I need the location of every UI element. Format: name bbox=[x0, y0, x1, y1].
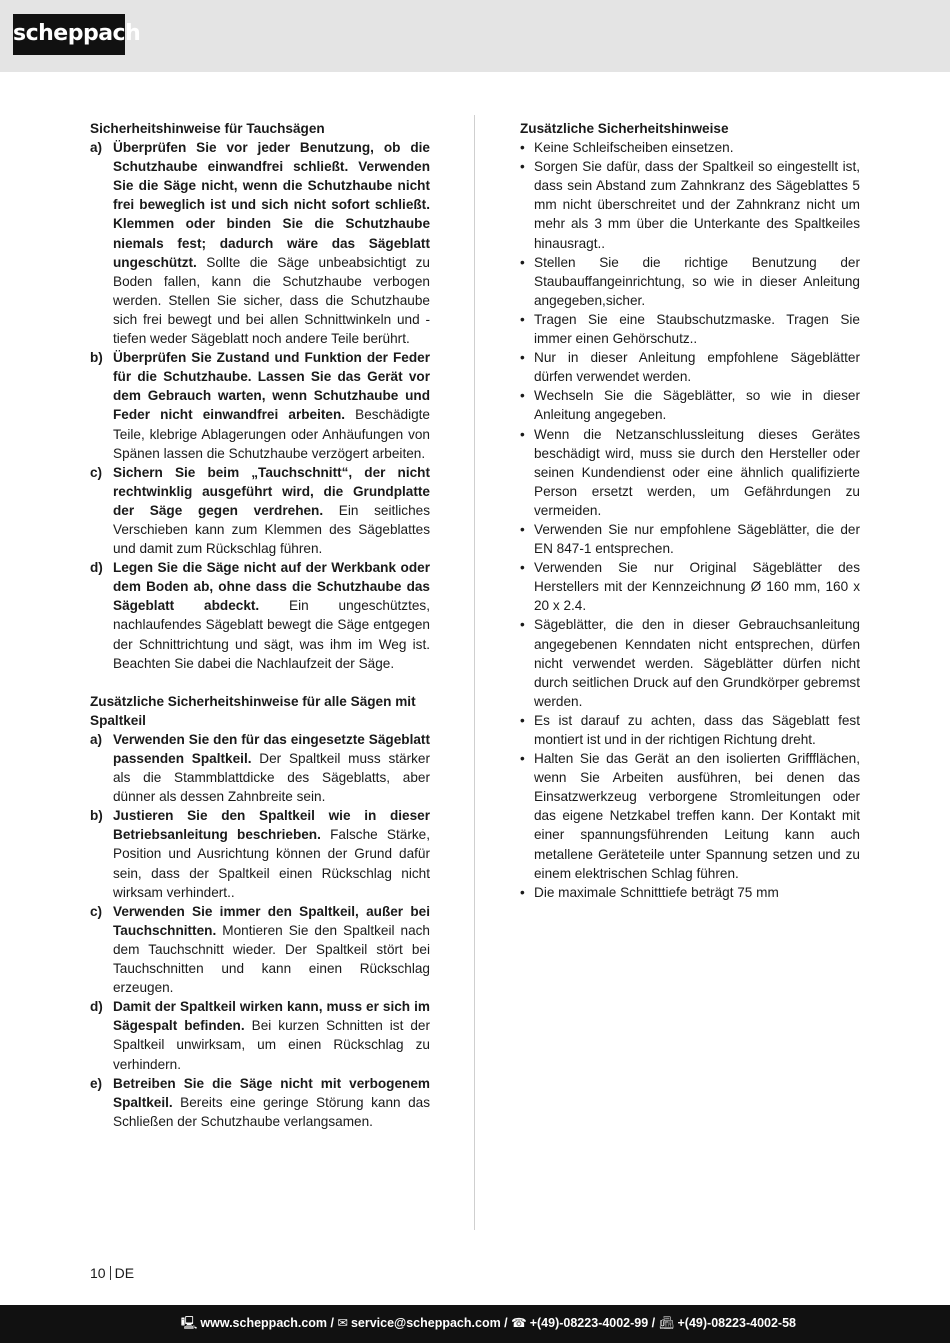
phone-icon: ☎︎ bbox=[511, 1316, 527, 1330]
bullet-icon: • bbox=[520, 350, 525, 366]
list-item bbox=[90, 997, 430, 1073]
bullet-icon: • bbox=[520, 560, 525, 576]
item-bold-text: Überprüfen Sie vor jeder Benutzung, ob die Schutzhaube einwandfrei schließt. Verwenden Sie die Säge nicht, wenn die Schutzhaube nicht frei beweglich ist und sich nicht sofort schließt. Klemmen oder binden Sie die Schutzhaube niemals fest; dadurch wäre das Sägeblatt ungeschützt. bbox=[113, 140, 430, 270]
list-item bbox=[90, 1074, 430, 1131]
item-label: a) bbox=[90, 731, 103, 747]
bullet-text: Nur in dieser Anleitung empfohlene Sägeblätter dürfen verwendet werden. bbox=[534, 350, 860, 385]
item-normal-text: Montieren Sie den Spaltkeil nach dem Tauchschnitt wieder. Der Spaltkeil stört bei Tauchschnitten und kann einen Rückschlag erzeugen. bbox=[113, 922, 430, 996]
bullet-icon: • bbox=[520, 159, 525, 175]
item-normal-text: Ein ungeschütztes, nachlaufendes Sägeblatt bewegt die Säge entgegen der Schnittrichtung und sägt, was ihm im Weg ist. Beachten Sie dabei die Nachlaufzeit der Säge. bbox=[113, 598, 430, 671]
bullet-item bbox=[520, 386, 860, 424]
bullet-icon: • bbox=[520, 254, 525, 270]
list-item bbox=[90, 730, 430, 806]
bullet-text: Halten Sie das Gerät an den isolierten Griffflächen, wenn Sie Arbeiten ausführen, bei denen das Einsatzwerkzeug verborgene Stromleitungen oder das eigene Netzkabel treffen kann. Der Kontakt mit einer spannungsführenden Leitung kann auch metallene Geräteteile unter Spannung setzen und zu einem elektrischen Schlag führen. bbox=[534, 751, 860, 881]
item-text bbox=[113, 997, 430, 1073]
bullet-item bbox=[520, 138, 860, 157]
bullet-icon: • bbox=[520, 426, 525, 442]
bullet-item bbox=[520, 520, 860, 558]
page-number-divider bbox=[110, 1266, 111, 1280]
bullet-icon: • bbox=[520, 884, 525, 900]
mail-icon: ✉︎ bbox=[337, 1316, 348, 1330]
bullet-item bbox=[520, 253, 860, 310]
item-text bbox=[113, 348, 430, 463]
list-item bbox=[90, 806, 430, 901]
item-text bbox=[113, 730, 430, 806]
bullet-icon: • bbox=[520, 712, 525, 728]
bullet-item bbox=[520, 157, 860, 252]
item-normal-text: Bei kurzen Schnitten ist der Spaltkeil unwirksam, um einen Rückschlag zu verhindern. bbox=[113, 1018, 430, 1072]
footer-phone: +(49)-08223-4002-99 bbox=[529, 1316, 649, 1330]
bullet-item bbox=[520, 883, 860, 902]
item-normal-text: Der Spaltkeil muss stärker als die Stammblattdicke des Sägeblatts, aber dünner als dessen Zahnbreite sein. bbox=[113, 751, 430, 805]
list-item bbox=[90, 902, 430, 997]
item-bold-text: Legen Sie die Säge nicht auf der Werkbank oder dem Boden ab, ohne dass die Schutzhaube das Sägeblatt abdeckt. bbox=[113, 560, 430, 614]
item-text bbox=[113, 806, 430, 901]
item-bold-text: Verwenden Sie immer den Spaltkeil, außer bei Tauchschnitten. bbox=[113, 903, 430, 938]
bullet-text: Verwenden Sie nur empfohlene Sägeblätter, die der EN 847-1 entsprechen. bbox=[534, 521, 860, 557]
bullet-text: Keine Schleifscheiben einsetzen. bbox=[534, 140, 734, 156]
bullet-icon: • bbox=[520, 521, 525, 537]
item-label: c) bbox=[90, 903, 103, 919]
section-heading: Zusätzliche Sicherheitshinweise bbox=[520, 121, 729, 136]
bullet-text: Die maximale Schnitttiefe beträgt 75 mm bbox=[534, 884, 779, 900]
bullet-icon: • bbox=[520, 751, 525, 767]
bullet-text: Wenn die Netzanschlussleitung dieses Gerätes beschädigt wird, muss sie durch den Hersteller oder seinen Kundendienst oder eine ähnlich qualifizierte Person ersetzt werden, um Gefährdungen zu vermeiden. bbox=[534, 426, 860, 518]
footer-fax: +(49)-08223-4002-58 bbox=[677, 1316, 796, 1330]
bullet-icon: • bbox=[520, 140, 525, 156]
item-label: d) bbox=[90, 560, 103, 576]
page-language: DE bbox=[114, 1265, 135, 1281]
footer-website-link[interactable]: www.scheppach.com bbox=[200, 1316, 328, 1330]
list-item bbox=[90, 558, 430, 673]
page-footer bbox=[0, 1305, 950, 1343]
item-text bbox=[113, 463, 430, 558]
bullet-text: Sorgen Sie dafür, dass der Spaltkeil so eingestellt ist, dass sein Abstand zum Zahnkranz des Sägeblattes 5 mm nicht überschreitet und der Zahnkranz nicht um mehr als 3 mm über die Unterkante des Spaltkeiles hinausragt.. bbox=[534, 159, 860, 251]
bullet-item bbox=[520, 711, 860, 749]
bullet-item bbox=[520, 749, 860, 883]
computer-icon: 🖳︎ bbox=[180, 1316, 198, 1330]
bullet-text: Stellen Sie die richtige Benutzung der Staubauffangeinrichtung, so wie in dieser Anleitung angegeben,sicher. bbox=[534, 254, 860, 308]
item-bold-text: Sichern Sie beim „Tauchschnitt“, der nicht rechtwinklig ausgeführt wird, die Grundplatte der Säge gegen verdrehen. bbox=[113, 464, 430, 518]
fax-icon: 📠︎ bbox=[658, 1316, 675, 1330]
item-label: b) bbox=[90, 808, 103, 824]
footer-separator: / bbox=[648, 1316, 659, 1330]
page-number bbox=[90, 1265, 134, 1281]
item-label: b) bbox=[90, 350, 103, 366]
page-number-value: 10 bbox=[90, 1265, 106, 1281]
page-header bbox=[0, 0, 950, 72]
item-label: d) bbox=[90, 999, 103, 1015]
list-item bbox=[90, 348, 430, 463]
bullet-text: Verwenden Sie nur Original Sägeblätter des Herstellers mit der Kennzeichnung Ø 160 mm, 160 x 20 x 2.4. bbox=[534, 560, 860, 614]
item-label: e) bbox=[90, 1075, 103, 1091]
list-item bbox=[90, 463, 430, 558]
footer-separator: / bbox=[500, 1316, 512, 1330]
bullet-item bbox=[520, 615, 860, 710]
item-normal-text: Bereits eine geringe Störung kann das Schließen der Schutzhaube verlangsamen. bbox=[113, 1094, 430, 1129]
bullet-item bbox=[520, 348, 860, 386]
bullet-icon: • bbox=[520, 311, 525, 327]
bullet-text: Es ist darauf zu achten, dass das Sägeblatt fest montiert ist und in der richtigen Richtung dreht. bbox=[534, 712, 860, 747]
item-text bbox=[113, 1074, 430, 1131]
item-bold-text: Betreiben Sie die Säge nicht mit verbogenem Spaltkeil. bbox=[113, 1075, 430, 1110]
left-column bbox=[90, 119, 430, 1131]
bullet-item bbox=[520, 310, 860, 348]
column-divider bbox=[474, 115, 475, 1230]
item-text bbox=[113, 902, 430, 997]
bullet-icon: • bbox=[520, 617, 525, 633]
item-normal-text: Sollte die Säge unbeabsichtigt zu Boden fallen, kann die Schutzhaube verbogen werden. Stellen Sie sicher, dass die Schutzhaube sich frei bewegt und bei allen Schnittwinkeln und -tiefen weder Sägeblatt noch andere Teile berührt. bbox=[113, 254, 430, 347]
bullet-item bbox=[520, 425, 860, 520]
list-item bbox=[90, 138, 430, 348]
bullet-text: Wechseln Sie die Sägeblätter, so wie in dieser Anleitung angegeben. bbox=[534, 388, 860, 423]
bullet-text: Sägeblätter, die den in dieser Gebrauchsanleitung angegebenen Kenndaten nicht entsprechen, dürfen nicht verwendet werden. Sägeblätter dürfen nicht durch seitlichen Druck auf den Grundkörper gebremst werden. bbox=[534, 617, 860, 709]
section-spacer bbox=[90, 673, 430, 692]
section-heading: Sicherheitshinweise für Tauchsägen bbox=[90, 121, 325, 136]
bullet-item bbox=[520, 558, 860, 615]
bullet-text: Tragen Sie eine Staubschutzmaske. Tragen Sie immer einen Gehörschutz.. bbox=[534, 311, 860, 347]
item-bold-text: Justieren Sie den Spaltkeil wie in dieser Betriebsanleitung beschrieben. bbox=[113, 808, 430, 843]
item-text bbox=[113, 558, 430, 673]
right-column bbox=[520, 119, 860, 902]
item-label: c) bbox=[90, 464, 103, 480]
item-bold-text: Überprüfen Sie Zustand und Funktion der Feder für die Schutzhaube. Lassen Sie das Gerät vor dem Gebrauch warten, wenn Schutzhaube und Feder nicht einwandfrei arbeiten. bbox=[113, 350, 430, 423]
item-normal-text: Beschädigte Teile, klebrige Ablagerungen oder Anhäufungen von Spänen lassen die Schutzhaube verzögert arbeiten. bbox=[113, 407, 430, 461]
item-bold-text: Damit der Spaltkeil wirken kann, muss er sich im Sägespalt befinden. bbox=[113, 999, 430, 1034]
section-heading: Zusätzliche Sicherheitshinweise für alle Sägen mit Spaltkeil bbox=[90, 693, 416, 728]
item-label: a) bbox=[90, 140, 103, 156]
item-bold-text: Verwenden Sie den für das eingesetzte Sägeblatt passenden Spaltkeil. bbox=[113, 731, 430, 766]
footer-email-link[interactable]: service@scheppach.com bbox=[350, 1316, 501, 1330]
item-normal-text: Ein seitliches Verschieben kann zum Klemmen des Sägeblattes und damit zum Rückschlag führen. bbox=[113, 502, 430, 557]
scheppach-logo: scheppach bbox=[13, 14, 125, 55]
footer-separator: / bbox=[327, 1316, 338, 1330]
bullet-icon: • bbox=[520, 388, 525, 404]
item-normal-text: Falsche Stärke, Position und Ausrichtung können der Grund dafür sein, dass der Spaltkeil einen Rückschlag nicht wirksam verhindert.. bbox=[113, 827, 430, 900]
item-text bbox=[113, 138, 430, 348]
